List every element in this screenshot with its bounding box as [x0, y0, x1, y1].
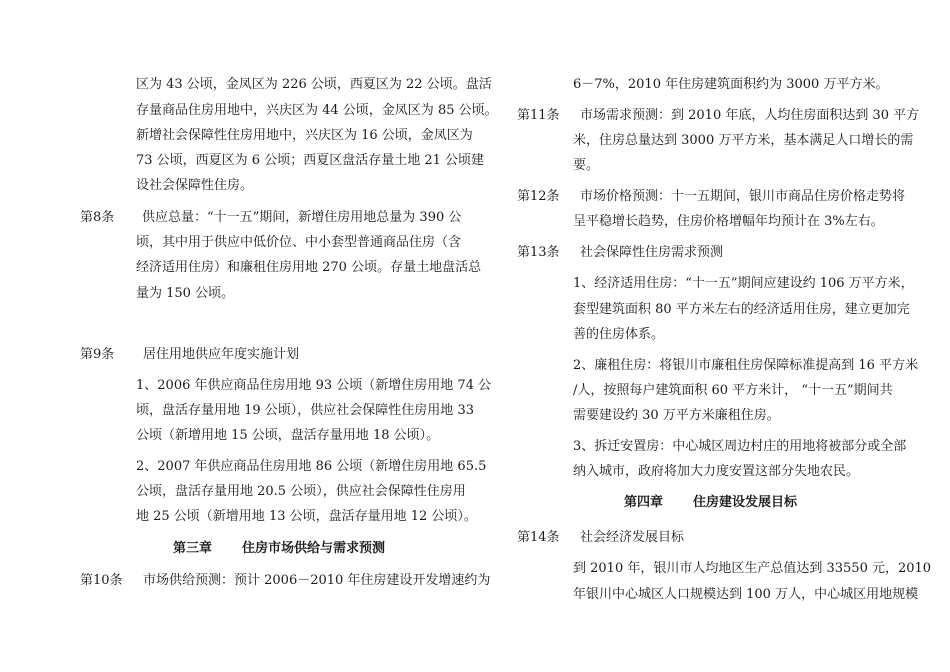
article-9-item-2-line: 公顷，盘活存量用地 20.5 公顷），供应社会保障性住房用 [136, 484, 466, 499]
article-13-item-3-line: 纳入城市，政府将加大力度安置这部分失地农民。 [573, 464, 860, 479]
article-8-line: 顷，其中用于供应中低价位、中小套型普通商品住房（含 [136, 235, 462, 250]
article-9-item-1-line: 顷，盘活存量用地 19 公顷），供应社会保障性住房用地 33 [136, 403, 474, 418]
article-10-number: 第10条 [80, 573, 123, 588]
article-12-line: 市场价格预测：十一五期间，银川市商品住房价格走势将 [580, 189, 906, 204]
chapter-4-heading [624, 495, 797, 511]
article-8-line: 供应总量：“十一五”期间，新增住房用地总量为 390 公 [142, 210, 462, 225]
article-11-line: 要。 [573, 158, 600, 173]
article-13-number: 第13条 [517, 245, 560, 260]
article-9-item-1-line: 1、2006 年供应商品住房用地 93 公顷（新增住房用地 74 公 [136, 378, 492, 393]
article-10-continuation: 6－7%，2010 年住房建筑面积约为 3000 万平方米。 [573, 77, 889, 92]
article-12-number: 第12条 [517, 189, 560, 204]
article-9-item-2-line: 地 25 公顷（新增用地 13 公顷，盘活存量用地 12 公顷）。 [136, 509, 477, 524]
article-14-line: 年银川中心城区人口规模达到 100 万人，中心城区用地规模 [573, 587, 919, 602]
article-14-title: 社会经济发展目标 [580, 530, 685, 545]
chapter-4-title: 住房建设发展目标 [693, 495, 798, 510]
article-10-line: 市场供给预测：预计 2006－2010 年住房建设开发增速约为 [143, 573, 491, 588]
article-13-title: 社会保障性住房需求预测 [580, 245, 724, 260]
article-13-item-1-line: 套型建筑面积 80 平方米左右的经济适用住房，建立更加完 [573, 302, 910, 317]
article-13-item-1-line: 1、经济适用住房：“十一五”期间应建设约 106 万平方米， [573, 276, 914, 291]
text-line: 设社会保障性住房。 [136, 178, 254, 193]
article-11-line: 米，住房总量达到 3000 万平方米，基本满足人口增长的需 [573, 133, 914, 148]
article-12-line: 呈平稳增长趋势，住房价格增幅年均预计在 3%左右。 [573, 214, 884, 229]
article-8-number: 第8条 [80, 210, 115, 225]
article-13-item-2-line: 2、廉租住房：将银川市廉租住房保障标准提高到 16 平方米 [573, 358, 919, 373]
article-13-item-2-line: /人，按照每户建筑面积 60 平方米计， “十一五”期间共 [573, 383, 893, 398]
chapter-3-title: 住房市场供给与需求预测 [242, 541, 386, 556]
article-8-line: 经济适用住房）和廉租住房用地 270 公顷。存量土地盘活总 [136, 260, 482, 275]
chapter-3-label: 第三章 [173, 541, 213, 556]
article-14-line: 到 2010 年，银川市人均地区生产总值达到 33550 元，2010 [573, 561, 932, 576]
chapter-4-label: 第四章 [624, 495, 664, 510]
article-13-item-1-line: 善的住房体系。 [573, 327, 665, 342]
article-9-title: 居住用地供应年度实施计划 [143, 347, 300, 362]
article-11-line: 市场需求预测：到 2010 年底，人均住房面积达到 30 平方 [580, 108, 920, 123]
article-9-item-1-line: 公顷（新增用地 15 公顷，盘活存量用地 18 公顷）。 [136, 428, 440, 443]
article-11-number: 第11条 [517, 108, 560, 123]
article-9-item-2-line: 2、2007 年供应商品住房用地 86 公顷（新增住房用地 65.5 [136, 459, 487, 474]
article-9-number: 第9条 [80, 347, 115, 362]
article-8-line: 量为 150 公顷。 [136, 286, 235, 301]
article-13-item-3-line: 3、拆迁安置房：中心城区周边村庄的用地将被部分或全部 [573, 439, 907, 454]
chapter-3-heading [173, 541, 385, 557]
text-line: 73 公顷，西夏区为 6 公顷；西夏区盘活存量土地 21 公顷建 [136, 153, 485, 168]
article-14-number: 第14条 [517, 530, 560, 545]
article-13-item-2-line: 需要建设约 30 万平方米廉租住房。 [573, 408, 780, 423]
text-line: 区为 43 公顷，金凤区为 226 公顷，西夏区为 22 公顷。盘活 [136, 77, 492, 92]
text-line: 新增社会保障性住房用地中，兴庆区为 16 公顷，金凤区为 [136, 128, 473, 143]
text-line: 存量商品住房用地中，兴庆区为 44 公顷，金凤区为 85 公顷。 [136, 103, 498, 118]
